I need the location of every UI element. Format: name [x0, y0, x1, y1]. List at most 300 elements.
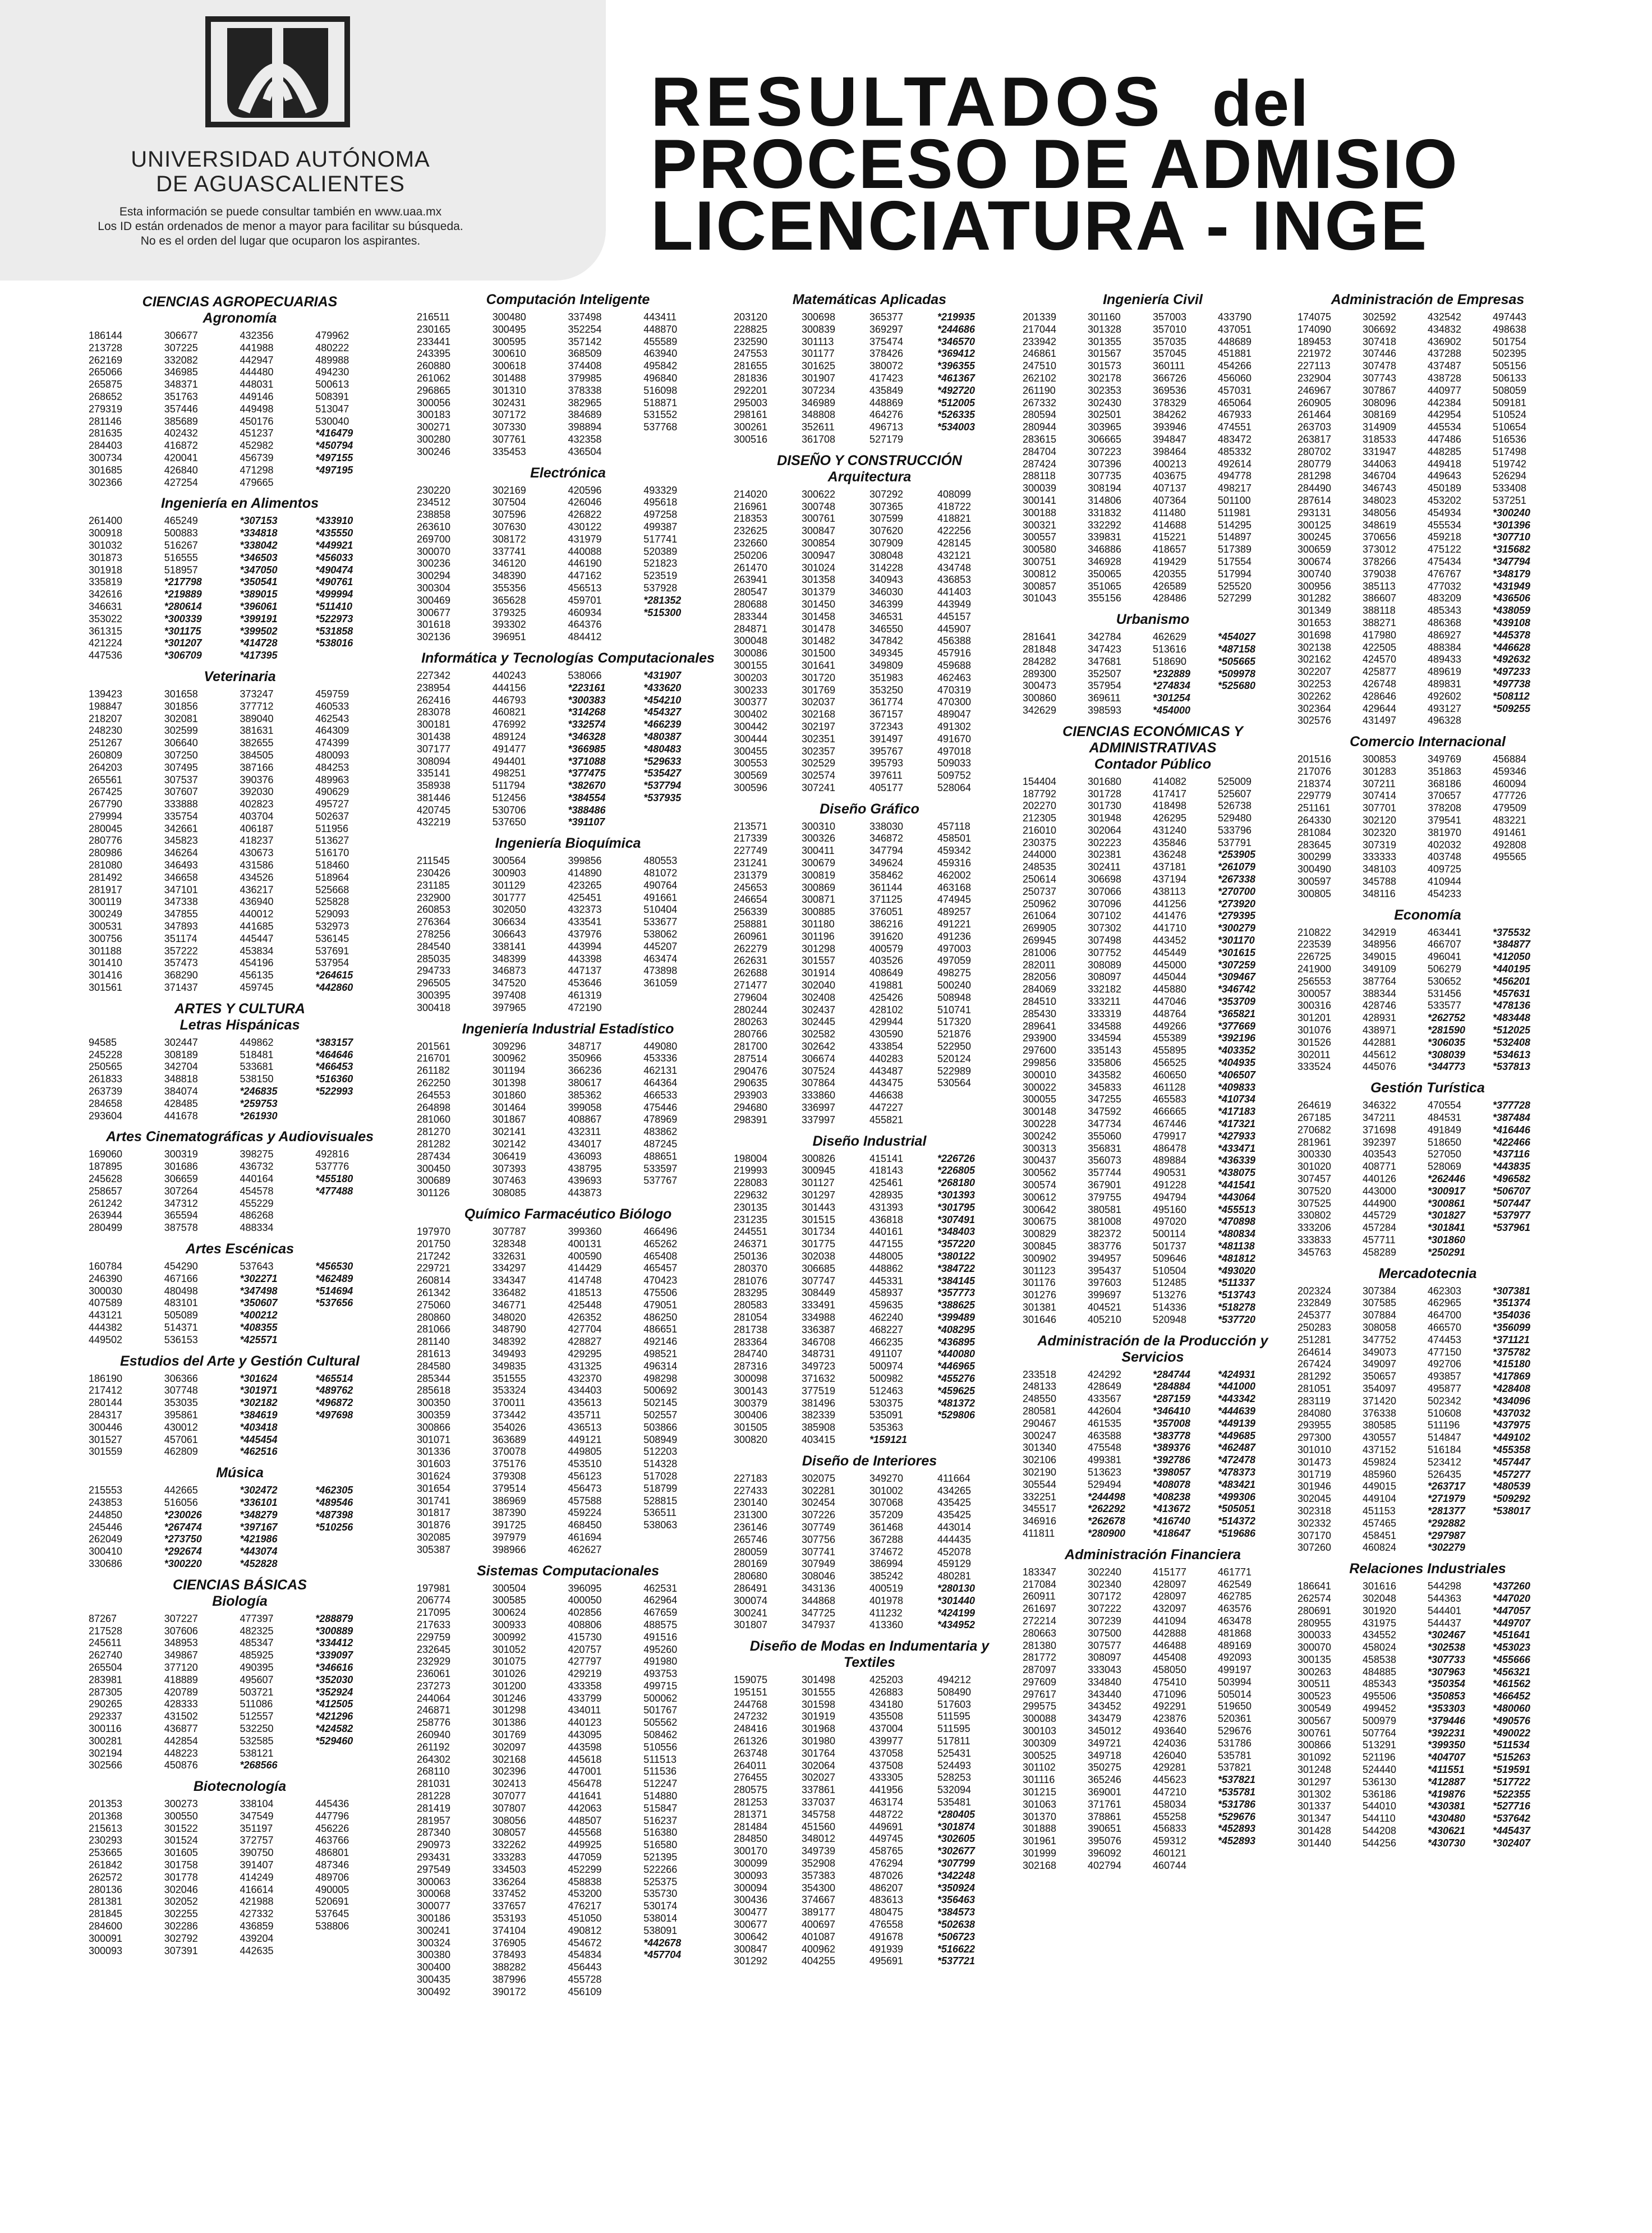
applicant-id: 400962: [802, 1943, 836, 1955]
program-heading: Letras Hispánicas: [180, 1017, 300, 1033]
applicant-id: 302413: [492, 1778, 526, 1790]
applicant-id: 307498: [1088, 935, 1122, 947]
program-heading: Veterinaria: [204, 668, 276, 684]
applicant-id: 449745: [869, 1833, 904, 1845]
applicant-id: 377519: [802, 1385, 836, 1396]
applicant-id: 337452: [492, 1888, 526, 1900]
applicant-id: 395076: [1088, 1835, 1122, 1847]
applicant-id: 415730: [568, 1631, 602, 1643]
applicant-id: 397979: [492, 1531, 526, 1543]
program-section: [729, 292, 1010, 446]
applicant-id: *301827: [1428, 1210, 1466, 1221]
applicant-id: *273750: [164, 1533, 202, 1545]
applicant-id: 300236: [417, 558, 451, 569]
applicant-id: 260809: [89, 749, 123, 761]
applicant-id: 462543: [315, 713, 349, 724]
applicant-id: 301482: [802, 635, 836, 647]
applicant-id: 476992: [492, 719, 526, 730]
applicant-id: 301063: [1023, 1798, 1057, 1810]
applicant-id: 365594: [164, 1210, 198, 1221]
applicant-id: 458289: [1363, 1246, 1397, 1258]
applicant-id: 486207: [869, 1882, 904, 1894]
applicant-id: 537691: [315, 945, 349, 957]
applicant-id: *517722: [1493, 1776, 1531, 1788]
applicant-id: *465514: [315, 1372, 353, 1384]
applicant-id: 429944: [869, 1016, 904, 1028]
applicant-id: *441541: [1218, 1179, 1256, 1191]
applicant-id: 475506: [643, 1286, 678, 1298]
applicant-id: 537650: [492, 816, 526, 828]
applicant-id: 244000: [1023, 849, 1057, 861]
applicant-id: 307741: [802, 1546, 836, 1557]
applicant-id: 511981: [1218, 507, 1251, 518]
applicant-id: 301246: [492, 1692, 526, 1704]
applicant-id: 517554: [1218, 555, 1252, 567]
applicant-id: *302271: [240, 1272, 278, 1284]
applicant-id: *408238: [1153, 1491, 1191, 1503]
applicant-id: 491107: [869, 1348, 903, 1360]
applicant-id: 302038: [802, 1250, 836, 1262]
applicant-id: 532250: [240, 1722, 274, 1734]
applicant-id: 431586: [240, 860, 274, 871]
applicant-id: 459312: [1153, 1835, 1187, 1847]
applicant-id: 229721: [417, 1262, 451, 1274]
applicant-id: 307463: [492, 1175, 526, 1187]
applicant-id: 409725: [1428, 863, 1462, 875]
applicant-id: 470300: [937, 696, 972, 708]
applicant-id: 466570: [1428, 1321, 1462, 1333]
applicant-id: *439108: [1493, 617, 1531, 628]
program-heading: Gestión Turística: [1370, 1080, 1485, 1096]
applicant-id: 529480: [1218, 812, 1252, 824]
applicant-id: 455534: [1428, 519, 1462, 531]
applicant-id: 307520: [1297, 1185, 1332, 1197]
applicant-id: 492706: [1428, 1358, 1462, 1370]
applicant-id: 350966: [568, 1053, 602, 1064]
applicant-id: *454027: [1218, 631, 1256, 643]
applicant-id: 301658: [164, 688, 198, 700]
applicant-id: 358938: [417, 780, 451, 792]
applicant-id: 418657: [1153, 544, 1187, 555]
applicant-id: 456739: [240, 452, 274, 463]
applicant-id: 231185: [417, 879, 450, 891]
applicant-id: *414728: [240, 637, 278, 649]
applicant-id: 414748: [568, 1275, 602, 1286]
applicant-id: 258776: [417, 1717, 451, 1729]
applicant-id: 471096: [1153, 1688, 1187, 1700]
applicant-id: 499381: [1088, 1454, 1122, 1466]
applicant-id: 307620: [869, 525, 904, 537]
applicant-id: 414688: [1153, 519, 1187, 531]
applicant-id: 436853: [937, 574, 972, 586]
page-header: [0, 0, 1652, 281]
applicant-id: 285430: [1023, 1008, 1057, 1019]
applicant-id: 352254: [568, 323, 602, 335]
applicant-id: 385908: [802, 1422, 836, 1433]
applicant-id: 490764: [643, 879, 678, 891]
applicant-id: 300866: [1297, 1739, 1332, 1751]
applicant-id: *480060: [1493, 1703, 1531, 1715]
applicant-id: 376338: [1363, 1407, 1397, 1419]
applicant-id: 462965: [1428, 1297, 1462, 1309]
applicant-id: 456443: [568, 1961, 602, 1973]
applicant-id: 281772: [1023, 1652, 1057, 1664]
applicant-id: 513291: [1363, 1739, 1397, 1751]
applicant-id: *268566: [240, 1759, 278, 1771]
applicant-id: 452982: [240, 440, 274, 452]
id-grid: [412, 311, 724, 458]
applicant-id: *443074: [240, 1546, 278, 1557]
applicant-id: 333206: [1297, 1222, 1332, 1234]
applicant-id: 348012: [802, 1833, 836, 1845]
applicant-id: 300511: [1297, 1678, 1331, 1690]
applicant-id: 529494: [1088, 1478, 1122, 1490]
applicant-id: 300330: [1297, 1148, 1332, 1160]
applicant-id: 463940: [643, 348, 678, 360]
applicant-id: 227342: [417, 669, 451, 681]
applicant-id: 526738: [1218, 800, 1252, 812]
applicant-id: 439693: [568, 1175, 602, 1187]
applicant-id: 301201: [1297, 1012, 1332, 1024]
applicant-id: 307495: [164, 761, 198, 773]
program-section: [1293, 292, 1562, 727]
applicant-id: 531456: [1428, 987, 1462, 999]
applicant-id: 302040: [802, 980, 836, 991]
applicant-id: 335819: [89, 576, 123, 588]
applicant-id: 487346: [315, 1859, 349, 1871]
title-line1-b: del: [1212, 72, 1310, 140]
applicant-id: 307599: [869, 513, 904, 525]
applicant-id: 491516: [643, 1631, 678, 1643]
applicant-id: 441710: [1153, 922, 1187, 934]
applicant-id: 434832: [1428, 323, 1462, 335]
applicant-id: 301002: [869, 1485, 904, 1496]
applicant-id: 456388: [937, 635, 972, 647]
applicant-id: 307867: [1363, 384, 1397, 396]
applicant-id: *535427: [643, 768, 682, 779]
applicant-id: 213728: [89, 342, 123, 353]
applicant-id: 512247: [643, 1778, 678, 1790]
applicant-id: 287434: [417, 1150, 451, 1162]
applicant-id: *302677: [937, 1845, 975, 1857]
applicant-id: 300446: [89, 1421, 123, 1433]
applicant-id: 344063: [1363, 458, 1397, 470]
applicant-id: 498638: [1493, 323, 1527, 335]
applicant-id: 349809: [869, 659, 904, 671]
applicant-id: 491670: [937, 733, 972, 745]
applicant-id: *244498: [1088, 1491, 1126, 1503]
applicant-id: 301603: [417, 1458, 451, 1470]
applicant-id: 464309: [315, 725, 349, 737]
applicant-id: 283645: [1297, 839, 1332, 851]
applicant-id: 357209: [869, 1509, 904, 1521]
program-section: [84, 1001, 395, 1123]
applicant-id: 462240: [869, 1311, 904, 1323]
applicant-id: 384074: [164, 1086, 198, 1097]
applicant-id: *396061: [240, 600, 278, 612]
program-section: [1293, 734, 1562, 900]
applicant-id: 293900: [1023, 1032, 1057, 1044]
applicant-id: 281738: [734, 1324, 768, 1335]
applicant-id: 476558: [869, 1919, 904, 1931]
applicant-id: 334588: [1088, 1020, 1122, 1032]
applicant-id: 509033: [937, 757, 972, 769]
applicant-id: 300437: [1023, 1155, 1057, 1166]
applicant-id: 245653: [734, 881, 768, 893]
applicant-id: *357773: [937, 1287, 975, 1299]
applicant-id: 502395: [1493, 348, 1527, 360]
applicant-id: 300309: [1023, 1737, 1057, 1749]
applicant-id: 233942: [1023, 336, 1057, 347]
applicant-id: *493020: [1218, 1265, 1256, 1276]
applicant-id: 475446: [643, 1101, 678, 1113]
applicant-id: 337741: [492, 545, 526, 557]
applicant-id: 432219: [417, 816, 451, 828]
applicant-id: 302011: [1297, 1049, 1331, 1060]
applicant-id: 373247: [240, 688, 274, 700]
applicant-id: 331947: [1363, 445, 1397, 457]
applicant-id: 500974: [869, 1361, 904, 1372]
applicant-id: 268652: [89, 390, 123, 402]
applicant-id: 527299: [1218, 592, 1252, 604]
applicant-id: 307384: [1363, 1285, 1397, 1297]
applicant-id: 301961: [1023, 1835, 1057, 1847]
applicant-id: *262752: [1428, 1012, 1466, 1024]
applicant-id: *424931: [1218, 1368, 1256, 1380]
applicant-id: 415177: [1153, 1566, 1187, 1578]
applicant-id: *346503: [240, 552, 278, 563]
id-grid: [84, 330, 395, 489]
applicant-id: *406507: [1218, 1069, 1256, 1081]
program-heading: Artes Escénicas: [185, 1241, 294, 1257]
applicant-id: 355156: [1088, 592, 1122, 604]
applicant-id: 302120: [1363, 815, 1397, 826]
applicant-id: 338104: [240, 1798, 274, 1810]
applicant-id: 490531: [1153, 1167, 1187, 1179]
applicant-id: 87267: [89, 1612, 117, 1624]
applicant-id: 269945: [1023, 935, 1057, 947]
applicant-id: *496872: [315, 1397, 353, 1409]
applicant-id: 301438: [417, 730, 451, 742]
applicant-id: *404935: [1218, 1057, 1256, 1069]
applicant-id: 284871: [734, 623, 768, 635]
applicant-id: 300642: [1023, 1203, 1057, 1215]
applicant-id: 297617: [1023, 1688, 1057, 1700]
applicant-id: 497003: [937, 943, 972, 954]
applicant-id: 343136: [802, 1582, 836, 1594]
applicant-id: 280680: [734, 1570, 768, 1582]
applicant-id: 343582: [1088, 1069, 1122, 1081]
applicant-id: 380617: [568, 1077, 602, 1089]
applicant-id: 428102: [869, 1004, 904, 1016]
applicant-id: 332631: [492, 1250, 526, 1262]
applicant-id: *499306: [1218, 1491, 1256, 1503]
applicant-id: 236061: [417, 1668, 451, 1680]
applicant-id: 456833: [1153, 1823, 1187, 1835]
applicant-id: 424036: [1153, 1737, 1187, 1749]
applicant-id: 475122: [1428, 544, 1462, 555]
applicant-id: 264203: [89, 761, 123, 773]
applicant-id: 335754: [164, 810, 198, 822]
applicant-id: 486927: [1428, 629, 1462, 641]
applicant-id: 300056: [417, 397, 451, 408]
applicant-id: 456478: [568, 1778, 602, 1790]
applicant-id: 408806: [568, 1619, 602, 1630]
applicant-id: 230165: [417, 323, 451, 335]
applicant-id: 389040: [240, 713, 274, 724]
applicant-id: 300022: [1023, 1081, 1057, 1093]
applicant-id: 425461: [869, 1177, 904, 1189]
applicant-id: 300406: [734, 1409, 768, 1421]
applicant-id: 445408: [1153, 1652, 1187, 1664]
applicant-id: 264330: [1297, 815, 1332, 826]
applicant-id: *287159: [1153, 1393, 1191, 1405]
program-section: [84, 1353, 395, 1459]
applicant-id: 411232: [869, 1607, 903, 1619]
applicant-id: 422256: [937, 525, 972, 537]
applicant-id: 525607: [1218, 788, 1252, 800]
applicant-id: 509646: [1153, 1252, 1187, 1264]
applicant-id: *377728: [1493, 1100, 1531, 1111]
applicant-id: 331832: [1088, 507, 1122, 518]
applicant-id: 516267: [164, 539, 198, 551]
applicant-id: 300086: [734, 647, 768, 659]
applicant-id: 348392: [492, 1336, 526, 1348]
applicant-id: 501767: [643, 1704, 678, 1716]
applicant-id: 302027: [802, 1772, 836, 1784]
applicant-id: 457465: [1363, 1517, 1397, 1529]
applicant-id: 244551: [734, 1226, 768, 1238]
applicant-id: *375782: [1493, 1346, 1531, 1358]
applicant-id: 445612: [1363, 1049, 1397, 1060]
applicant-id: 514847: [1428, 1432, 1462, 1444]
applicant-id: *522993: [315, 1086, 353, 1097]
applicant-id: 301440: [1297, 1837, 1332, 1849]
applicant-id: 300829: [1023, 1228, 1057, 1240]
applicant-id: 414890: [568, 867, 602, 879]
applicant-id: 337498: [568, 311, 602, 323]
applicant-id: 518650: [1428, 1136, 1462, 1148]
applicant-id: 349769: [1428, 753, 1462, 765]
applicant-id: 300490: [1297, 863, 1332, 875]
applicant-id: 307752: [1088, 947, 1122, 958]
applicant-id: 279994: [89, 810, 123, 822]
applicant-id: *383157: [315, 1036, 353, 1048]
applicant-id: 497020: [1153, 1216, 1187, 1228]
applicant-id: *442678: [643, 1937, 682, 1949]
applicant-id: 296865: [417, 384, 451, 396]
id-grid: [1293, 927, 1562, 1074]
program-heading: Ingeniería en Alimentos: [160, 495, 319, 512]
applicant-id: *301860: [1428, 1234, 1466, 1246]
applicant-id: *356463: [937, 1894, 975, 1906]
applicant-id: 369536: [1153, 384, 1187, 396]
applicant-id: *384145: [937, 1275, 975, 1286]
applicant-id: 301624: [417, 1470, 451, 1482]
applicant-id: 460094: [1493, 778, 1527, 789]
applicant-id: 519742: [1493, 458, 1527, 470]
applicant-id: *219889: [164, 589, 202, 600]
applicant-id: 403748: [1428, 851, 1462, 863]
applicant-id: 444480: [240, 366, 274, 378]
applicant-id: 301298: [802, 943, 836, 954]
applicant-id: 453202: [1428, 494, 1462, 506]
applicant-id: 443487: [869, 1065, 904, 1077]
page-title: [651, 72, 1652, 265]
applicant-id: *392196: [1218, 1032, 1256, 1044]
applicant-id: 301557: [802, 955, 836, 967]
applicant-id: 517498: [1493, 445, 1527, 457]
title-line2: PROCESO DE ADMISIO: [651, 126, 1460, 203]
id-grid: [84, 1037, 395, 1123]
applicant-id: 493753: [643, 1668, 678, 1680]
id-grid: [1293, 1100, 1562, 1258]
applicant-id: *462489: [315, 1272, 353, 1284]
applicant-id: *399191: [240, 613, 278, 624]
applicant-id: 347211: [1363, 1112, 1396, 1124]
applicant-id: 434748: [937, 562, 972, 573]
applicant-id: 508949: [643, 1433, 678, 1445]
applicant-id: *446965: [937, 1361, 975, 1372]
applicant-id: *383778: [1153, 1430, 1191, 1441]
applicant-id: *300383: [568, 694, 606, 706]
applicant-id: *301841: [1428, 1222, 1466, 1234]
applicant-id: 300280: [417, 433, 451, 445]
applicant-id: 290635: [734, 1077, 768, 1089]
applicant-id: 433541: [568, 916, 602, 928]
applicant-id: 307241: [802, 782, 836, 793]
applicant-id: 349073: [1363, 1346, 1397, 1358]
applicant-id: 267790: [89, 798, 123, 810]
applicant-id: 246654: [734, 894, 768, 906]
applicant-id: 302075: [802, 1472, 836, 1484]
applicant-id: *440195: [1493, 963, 1531, 975]
applicant-id: *532408: [1493, 1036, 1531, 1048]
applicant-id: *412050: [1493, 951, 1531, 963]
applicant-id: *354036: [1493, 1310, 1531, 1321]
applicant-id: 301398: [492, 1077, 526, 1089]
applicant-id: *449921: [315, 539, 353, 551]
applicant-id: 343479: [1088, 1713, 1122, 1725]
applicant-id: 480222: [315, 342, 349, 353]
applicant-id: 487026: [869, 1869, 904, 1881]
applicant-id: *438075: [1218, 1167, 1256, 1179]
applicant-id: *425571: [240, 1334, 278, 1345]
applicant-id: 300740: [1297, 568, 1332, 580]
applicant-id: 399360: [568, 1226, 602, 1237]
applicant-id: 302574: [802, 770, 836, 782]
applicant-id: 300689: [417, 1175, 451, 1187]
applicant-id: 451237: [240, 428, 274, 439]
applicant-id: 457284: [1363, 1222, 1397, 1234]
applicant-id: 442063: [568, 1802, 602, 1814]
applicant-id: 440126: [1363, 1173, 1397, 1184]
applicant-id: 301948: [1088, 812, 1122, 824]
applicant-id: *384722: [937, 1262, 975, 1274]
applicant-id: 262169: [89, 354, 123, 366]
applicant-id: 289300: [1023, 668, 1057, 679]
applicant-id: 498217: [1218, 483, 1252, 494]
applicant-id: 308058: [1363, 1321, 1397, 1333]
applicant-id: 537928: [643, 582, 678, 594]
applicant-id: *433471: [1218, 1142, 1256, 1154]
applicant-id: 419881: [869, 980, 904, 991]
results-column: [412, 292, 724, 2222]
applicant-id: 450176: [240, 415, 274, 427]
applicant-id: 443949: [937, 598, 972, 610]
program-heading: Urbanismo: [1116, 612, 1190, 628]
applicant-id: 458034: [1153, 1798, 1187, 1810]
